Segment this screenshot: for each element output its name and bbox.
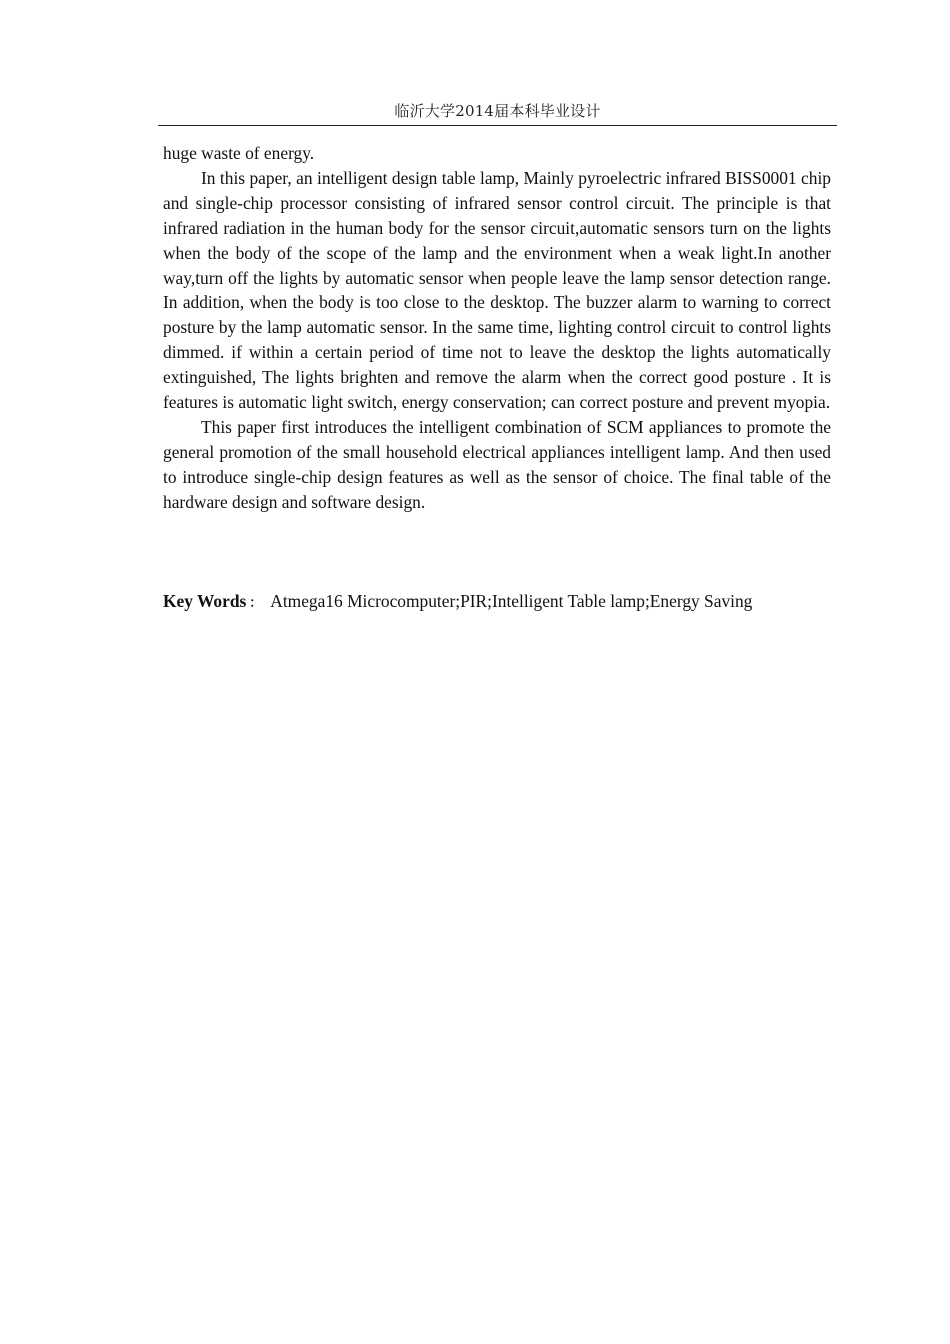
abstract-paragraph-design: In this paper, an intelligent design table lamp, Mainly pyroelectric infrared BISS0001 chip and single-chip processor consisting of infrared sensor control circuit. The principle is that infrared radiation in the human body for the sensor circuit,automatic sensors turn on the lights when the body of the scope of the lamp and the environment when a weak light.In another way,turn off the lights by automatic sensor when people leave the lamp sensor detection range. In addition, when the body is too close to the desktop. The buzzer alarm to warning to correct posture by the lamp automatic sensor. In the same time, lighting control circuit to control lights dimmed. if within a certain period of time not to leave the desktop the lights automatically extinguished, The lights brighten and remove the alarm when the correct good posture . It is features is automatic light switch, energy conservation; can correct posture and prevent myopia. bbox=[163, 167, 831, 413]
keywords-label: Key Words bbox=[163, 591, 247, 611]
abstract-paragraph-overview: This paper first introduces the intelligent combination of SCM appliances to promote the general promotion of the small household electrical appliances intelligent lamp. And then used to introduce single-chip design features as well as the sensor of choice. The final table of the hardware design and software design. bbox=[163, 416, 831, 512]
keywords-line bbox=[163, 589, 831, 617]
header-rule bbox=[158, 125, 837, 126]
keywords-value: Atmega16 Microcomputer;PIR;Intelligent Table lamp;Energy Saving bbox=[270, 591, 753, 611]
abstract-paragraph-continuation: huge waste of energy. bbox=[163, 143, 315, 163]
running-header: 临沂大学2014届本科毕业设计 bbox=[394, 102, 601, 120]
keywords-separator: ： bbox=[249, 596, 263, 611]
abstract-body bbox=[163, 141, 831, 515]
